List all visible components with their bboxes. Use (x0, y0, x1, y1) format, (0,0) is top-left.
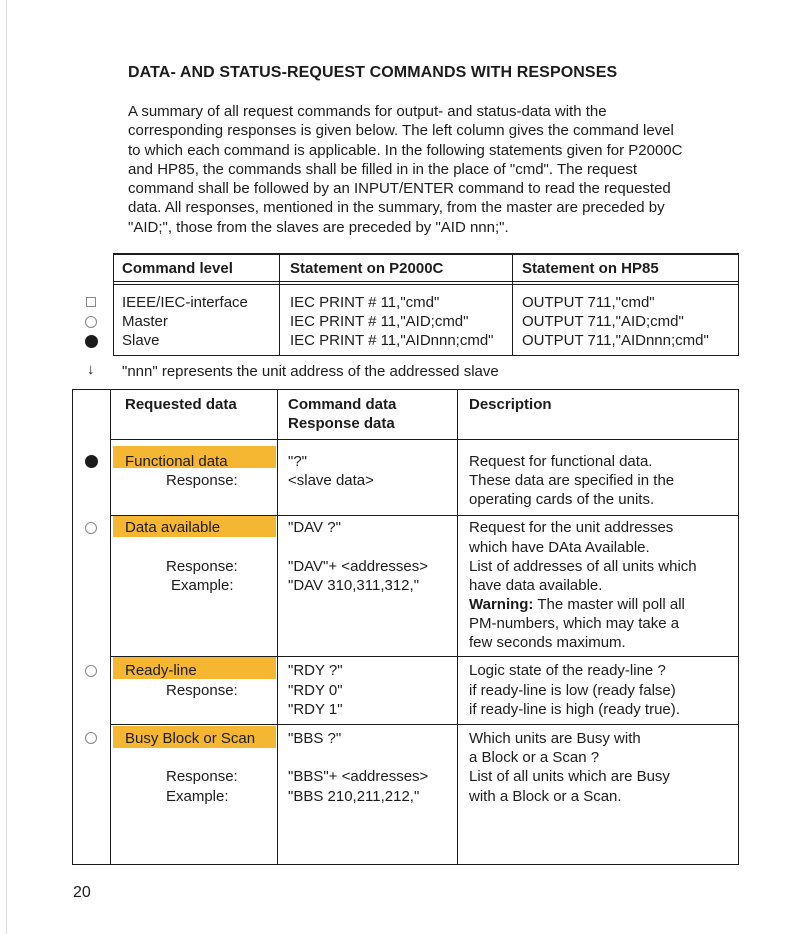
square-icon (86, 297, 96, 307)
page-edge (6, 0, 7, 934)
table-border (113, 355, 739, 356)
table-border (72, 389, 739, 390)
description-line: Request for functional data. (469, 453, 653, 470)
table-border (110, 439, 739, 440)
example-cell: "DAV 310,311,312," (288, 577, 420, 594)
header-command-data: Command data (288, 396, 397, 413)
intro-line: command shall be followed by an INPUT/ENTER command to read the requested (128, 180, 671, 198)
intro-line: "AID;", those from the slaves are preceded by "AID nnn;". (128, 218, 509, 236)
description-line: List of addresses of all units which (469, 558, 697, 575)
command-cell: "RDY ?" (288, 662, 343, 679)
table-border (113, 253, 739, 255)
filled-circle-icon (85, 335, 98, 348)
description-line: if ready-line is high (ready true). (469, 701, 680, 718)
header-p2000c: Statement on P2000C (290, 260, 444, 277)
description-line: operating cards of the units. (469, 491, 655, 508)
description-line: few seconds maximum. (469, 634, 626, 651)
table-border (72, 389, 73, 865)
response-label: Response: (166, 768, 238, 785)
p2000c-cell: IEC PRINT # 11,"AIDnnn;cmd" (290, 332, 494, 349)
intro-line: to which each command is applicable. In the following statements given for P2000C (128, 141, 683, 159)
header-response-data: Response data (288, 415, 395, 432)
circle-icon (85, 665, 97, 677)
description-line: Logic state of the ready-line ? (469, 662, 666, 679)
response-label: Response: (166, 682, 238, 699)
example-cell: "BBS 210,211,212," (288, 788, 420, 805)
table-border (738, 253, 739, 356)
intro-line: A summary of all request commands for output- and status-data with the (128, 103, 607, 120)
response-label: Response: (166, 472, 238, 489)
description-line: if ready-line is low (ready false) (469, 682, 676, 699)
circle-icon (85, 316, 97, 328)
description-line: a Block or a Scan ? (469, 749, 600, 766)
level-cell: Slave (122, 332, 160, 349)
description-line: Which units are Busy with (469, 730, 641, 747)
page-number: 20 (73, 884, 91, 901)
table-border (110, 724, 739, 725)
description-line: which have DAta Available. (469, 539, 650, 556)
circle-icon (85, 732, 97, 744)
table-border (72, 864, 739, 865)
down-arrow-icon: ↓ (87, 361, 95, 378)
p2000c-cell: IEC PRINT # 11,"cmd" (290, 294, 440, 311)
description-line: Request for the unit addresses (469, 519, 674, 536)
example-label: Example: (171, 577, 234, 594)
warning-text: The master will poll all (533, 596, 685, 613)
table-border (113, 281, 739, 282)
header-description: Description (469, 396, 552, 413)
description-line: with a Block or a Scan. (469, 788, 622, 805)
description-line: List of all units which are Busy (469, 768, 670, 785)
description-line: These data are specified in the (469, 472, 675, 489)
data-available-label: Data available (125, 519, 221, 536)
p2000c-cell: IEC PRINT # 11,"AID;cmd" (290, 313, 469, 330)
description-line: have data available. (469, 577, 603, 594)
ready-line-label: Ready-line (125, 662, 197, 679)
command-cell: "BBS ?" (288, 730, 342, 747)
table-border (738, 389, 739, 865)
response-cell: "RDY 0" (288, 682, 343, 699)
table-border (113, 253, 114, 356)
table-border (110, 389, 111, 865)
nnn-note: "nnn" represents the unit address of the addressed slave (122, 363, 499, 380)
hp85-cell: OUTPUT 711,"AID;cmd" (522, 313, 684, 330)
level-cell: Master (122, 313, 168, 330)
hp85-cell: OUTPUT 711,"AIDnnn;cmd" (522, 332, 709, 349)
response-label: Response: (166, 558, 238, 575)
header-command-level: Command level (122, 260, 233, 277)
intro-line: data. All responses, mentioned in the summary, from the master are preceded by (128, 199, 665, 217)
page-title: DATA- AND STATUS-REQUEST COMMANDS WITH RESPONSES (128, 64, 618, 81)
table-border (512, 253, 513, 356)
table-border (277, 389, 278, 865)
busy-block-label: Busy Block or Scan (125, 730, 256, 747)
response-cell: <slave data> (288, 472, 374, 489)
table-border (457, 389, 458, 865)
intro-line: and HP85, the commands shall be filled in in the place of "cmd". The request (128, 160, 637, 178)
response-cell: "RDY 1" (288, 701, 343, 718)
hp85-cell: OUTPUT 711,"cmd" (522, 294, 655, 311)
command-cell: "?" (288, 453, 307, 470)
description-line: PM-numbers, which may take a (469, 615, 680, 632)
table-border (279, 253, 280, 356)
filled-circle-icon (85, 455, 98, 468)
response-cell: "BBS"+ <addresses> (288, 768, 429, 785)
table-border (113, 284, 739, 285)
header-hp85: Statement on HP85 (522, 260, 659, 277)
warning-line (469, 596, 685, 613)
circle-icon (85, 522, 97, 534)
functional-data-label: Functional data (125, 453, 228, 470)
intro-line: corresponding responses is given below. The left column gives the command level (128, 122, 674, 140)
intro-paragraph (128, 102, 748, 237)
response-cell: "DAV"+ <addresses> (288, 558, 429, 575)
header-requested-data: Requested data (125, 396, 237, 413)
example-label: Example: (166, 788, 229, 805)
command-cell: "DAV ?" (288, 519, 341, 536)
level-cell: IEEE/IEC-interface (122, 294, 248, 311)
warning-label: Warning: (469, 596, 534, 613)
